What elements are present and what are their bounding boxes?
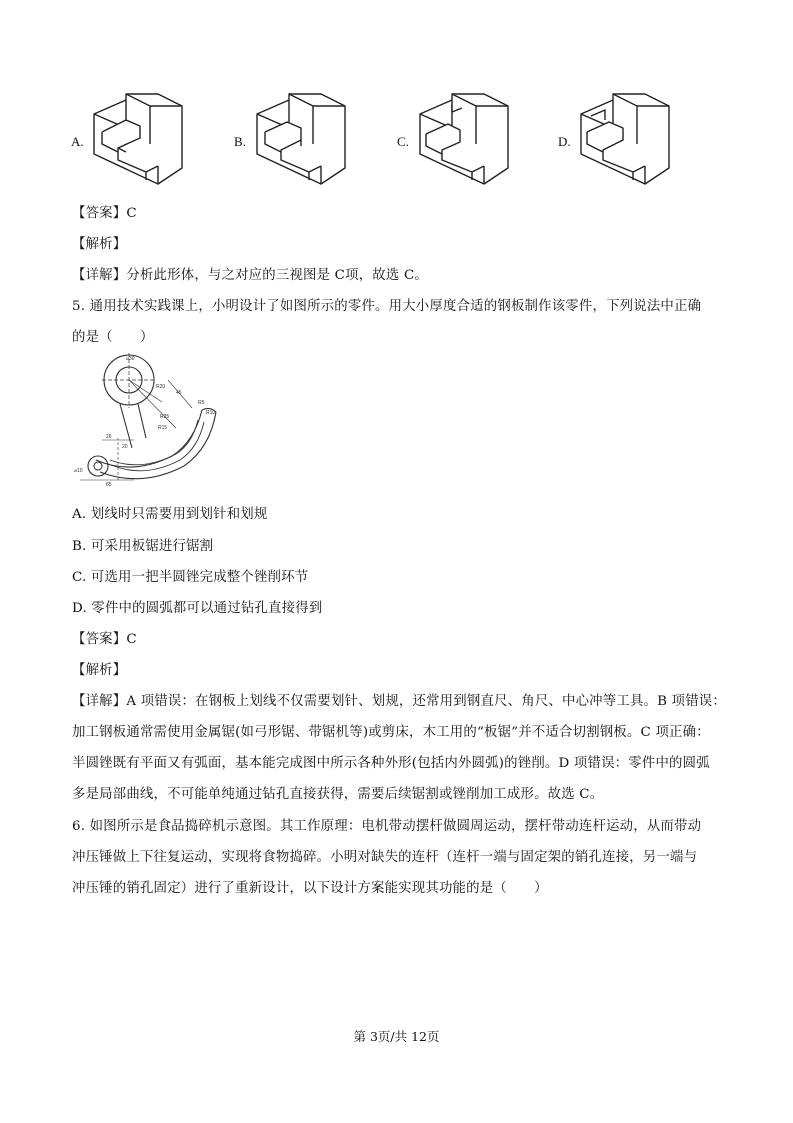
q5-detail-line2: 加工钢板通常需使用金属锯(如弓形锯、带锯机等)或剪床，木工用的“板锯”并不适合切割钢板。C 项正确：: [72, 725, 710, 740]
q4-analysis-tag: 【解析】: [72, 237, 127, 252]
option-b-label: B.: [234, 134, 246, 149]
q6-line1: 6. 如图所示是食品捣碎机示意图。其工作原理：电机带动摆杆做圆周运动，摆杆带动连杆运动，从而带动: [72, 819, 702, 834]
page-footer: 第 3页/共 12页: [353, 1029, 440, 1044]
dim-r15: R15: [158, 425, 168, 431]
q6-line2: 冲压锤做上下往复运动，实现将食物捣碎。小明对缺失的连杆（连杆一端与固定架的销孔连接，另一端与: [72, 850, 698, 865]
dim-r10: R10: [206, 410, 216, 416]
q5-detail-line3: 半圆锉既有平面又有弧面，基本能完成图中所示各种外形(包括内外圆弧)的锉削。D 项错误：零件中的圆弧: [72, 756, 710, 771]
q5-part-drawing: [72, 348, 222, 488]
dim-20: 20: [122, 444, 128, 450]
q4-detail: 【详解】分析此形体，与之对应的三视图是 C项，故选 C。: [72, 268, 428, 283]
option-a-figure: [88, 90, 198, 188]
q5-answer: 【答案】C: [72, 632, 137, 647]
q5-detail-line4: 多是局部曲线，不可能单纯通过钻孔直接获得，需要后续锯割或锉削加工成形。故选 C。: [72, 787, 604, 802]
q5-stem-line2: 的是（ ）: [72, 330, 154, 345]
dim-r20: R20: [156, 384, 166, 390]
dim-45: 45: [176, 390, 182, 396]
q5-analysis-tag: 【解析】: [72, 663, 127, 678]
dim-r25: R25: [160, 414, 170, 420]
q5-option-a: A. 划线时只需要用到划针和划规: [72, 507, 268, 522]
q5-option-d: D. 零件中的圆弧都可以通过钻孔直接得到: [72, 601, 323, 616]
option-a-label: A.: [71, 134, 84, 149]
q5-stem-line1: 5. 通用技术实践课上，小明设计了如图所示的零件。用大小厚度合适的钢板制作该零件，下列说法中正确: [72, 299, 702, 314]
option-b-figure: [251, 90, 361, 188]
option-c-figure: [414, 90, 524, 188]
q5-option-b: B. 可采用板锯进行锯割: [72, 539, 214, 554]
dim-65: 65: [106, 482, 112, 488]
q4-answer: 【答案】C: [72, 206, 137, 221]
q5-option-c: C. 可选用一把半圆锉完成整个锉削环节: [72, 570, 309, 585]
dim-d10: ⌀10: [74, 468, 83, 474]
dim-r5: R5: [198, 400, 205, 406]
option-d-label: D.: [558, 134, 571, 149]
dim-26: 26: [106, 434, 112, 440]
option-d-figure: [575, 90, 685, 188]
option-c-label: C.: [397, 134, 409, 149]
q6-line3: 冲压锤的销孔固定）进行了重新设计，以下设计方案能实现其功能的是（ ）: [72, 881, 548, 896]
dim-d30: ⌀30: [126, 356, 135, 362]
q5-detail-line1: 【详解】A 项错误：在钢板上划线不仅需要划针、划规，还常用到钢直尺、角尺、中心冲等工具。B 项错误：: [72, 694, 726, 709]
